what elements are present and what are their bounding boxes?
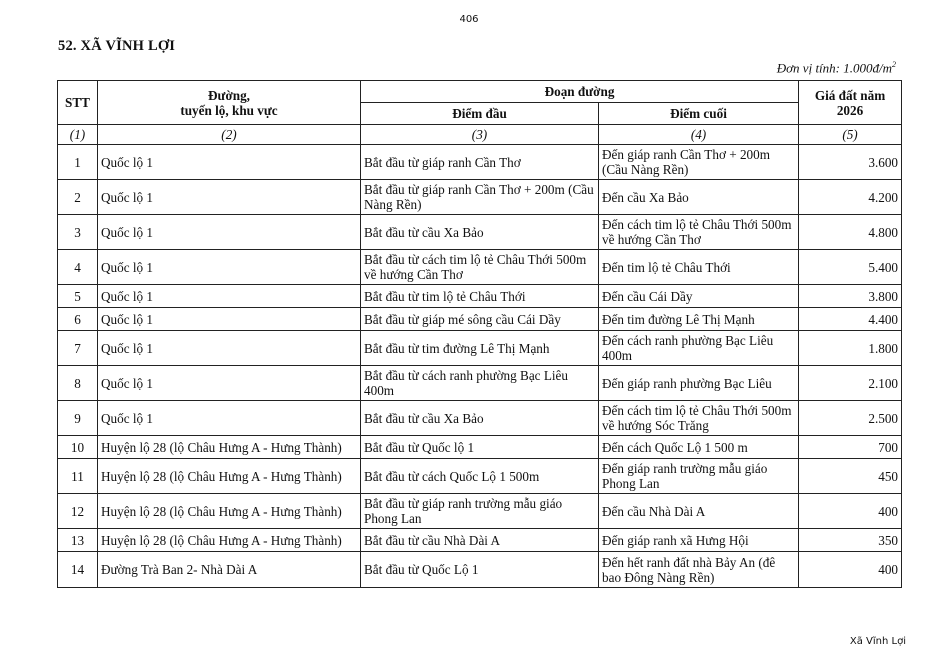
unit-superscript: 2 [892, 60, 896, 69]
row-start-point: Bắt đầu từ giáp ranh trường mẫu giáo Phong Lan [361, 494, 599, 529]
header-price-line2: 2026 [836, 102, 864, 118]
column-index-row [58, 125, 902, 145]
table-row [58, 494, 902, 529]
row-start-point: Bắt đầu từ Quốc lộ 1 [361, 436, 599, 459]
row-end-point: Đến giáp ranh trường mẫu giáo Phong Lan [599, 459, 799, 494]
table-row [58, 250, 902, 285]
row-stt: 5 [58, 285, 98, 308]
table-row [58, 308, 902, 331]
table-row [58, 145, 902, 180]
row-stt: 6 [58, 308, 98, 331]
row-road: Quốc lộ 1 [98, 215, 361, 250]
row-road: Huyện lộ 28 (lộ Châu Hưng A - Hưng Thành) [98, 494, 361, 529]
row-end-point: Đến cầu Xa Bảo [599, 180, 799, 215]
header-segment: Đoạn đường [361, 81, 799, 103]
row-start-point: Bắt đầu từ giáp ranh Cần Thơ + 200m (Cầu Nàng Rền) [361, 180, 599, 215]
row-price: 350 [799, 529, 902, 552]
row-road: Đường Trà Ban 2- Nhà Dài A [98, 552, 361, 588]
land-price-table [57, 80, 902, 588]
row-end-point: Đến cách ranh phường Bạc Liêu 400m [599, 331, 799, 366]
section-title: 52. XÃ VĨNH LỢI [58, 38, 176, 54]
row-price: 4.800 [799, 215, 902, 250]
row-start-point: Bắt đầu từ cách tim lộ tẻ Châu Thới 500m về hướng Cần Thơ [361, 250, 599, 285]
row-road: Quốc lộ 1 [98, 366, 361, 401]
row-road: Quốc lộ 1 [98, 250, 361, 285]
row-stt: 11 [58, 459, 98, 494]
row-road: Huyện lộ 28 (lộ Châu Hưng A - Hưng Thành) [98, 436, 361, 459]
row-start-point: Bắt đầu từ tim đường Lê Thị Mạnh [361, 331, 599, 366]
row-end-point: Đến cách tim lộ tẻ Châu Thới 500m về hướng Cần Thơ [599, 215, 799, 250]
row-price: 450 [799, 459, 902, 494]
row-start-point: Bắt đầu từ Quốc Lộ 1 [361, 552, 599, 588]
table-row [58, 215, 902, 250]
row-price: 3.800 [799, 285, 902, 308]
row-road: Quốc lộ 1 [98, 180, 361, 215]
row-end-point: Đến giáp ranh Cần Thơ + 200m (Cầu Nàng Rền) [599, 145, 799, 180]
row-start-point: Bắt đầu từ cầu Xa Bảo [361, 401, 599, 436]
row-road: Huyện lộ 28 (lộ Châu Hưng A - Hưng Thành) [98, 459, 361, 494]
row-road: Quốc lộ 1 [98, 285, 361, 308]
row-stt: 4 [58, 250, 98, 285]
row-end-point: Đến cầu Nhà Dài A [599, 494, 799, 529]
row-stt: 8 [58, 366, 98, 401]
row-stt: 10 [58, 436, 98, 459]
table-row [58, 285, 902, 308]
row-end-point: Đến giáp ranh xã Hưng Hội [599, 529, 799, 552]
header-stt: STT [58, 81, 98, 125]
row-price: 1.800 [799, 331, 902, 366]
table-row [58, 366, 902, 401]
row-end-point: Đến hết ranh đất nhà Bảy An (đê bao Đông Nàng Rền) [599, 552, 799, 588]
page-number: 406 [459, 14, 479, 25]
row-road: Quốc lộ 1 [98, 401, 361, 436]
header-price-line1: Giá đất năm [814, 87, 886, 103]
row-end-point: Đến cách tim lộ tẻ Châu Thới 500m về hướng Sóc Trăng [599, 401, 799, 436]
column-index-cell: (5) [799, 125, 902, 145]
row-stt: 9 [58, 401, 98, 436]
row-stt: 2 [58, 180, 98, 215]
row-start-point: Bắt đầu từ cách Quốc Lộ 1 500m [361, 459, 599, 494]
footer-label: Xã Vĩnh Lợi [849, 636, 906, 647]
table-row [58, 436, 902, 459]
row-stt: 1 [58, 145, 98, 180]
row-stt: 3 [58, 215, 98, 250]
row-price: 700 [799, 436, 902, 459]
header-price [799, 81, 902, 125]
row-road: Quốc lộ 1 [98, 308, 361, 331]
unit-text: Đơn vị tính: 1.000đ/m [776, 60, 892, 76]
row-end-point: Đến tim lộ tẻ Châu Thới [599, 250, 799, 285]
header-start: Điểm đầu [361, 103, 599, 125]
row-start-point: Bắt đầu từ cách ranh phường Bạc Liêu 400m [361, 366, 599, 401]
row-road: Huyện lộ 28 (lộ Châu Hưng A - Hưng Thành) [98, 529, 361, 552]
row-price: 2.500 [799, 401, 902, 436]
row-price: 2.100 [799, 366, 902, 401]
header-road-line1: Đường, [208, 87, 250, 103]
column-index-cell: (3) [361, 125, 599, 145]
row-price: 4.200 [799, 180, 902, 215]
row-end-point: Đến tim đường Lê Thị Mạnh [599, 308, 799, 331]
row-end-point: Đến cách Quốc Lộ 1 500 m [599, 436, 799, 459]
row-price: 5.400 [799, 250, 902, 285]
header-road-line2: tuyến lộ, khu vực [180, 102, 278, 118]
table-row [58, 401, 902, 436]
table-row [58, 180, 902, 215]
row-end-point: Đến cầu Cái Dầy [599, 285, 799, 308]
table-row [58, 552, 902, 588]
row-stt: 13 [58, 529, 98, 552]
row-price: 3.600 [799, 145, 902, 180]
row-start-point: Bắt đầu từ cầu Nhà Dài A [361, 529, 599, 552]
row-start-point: Bắt đầu từ giáp mé sông cầu Cái Dầy [361, 308, 599, 331]
column-index-cell: (2) [98, 125, 361, 145]
row-stt: 12 [58, 494, 98, 529]
table-row [58, 529, 902, 552]
header-end: Điểm cuối [599, 103, 799, 125]
row-stt: 14 [58, 552, 98, 588]
row-road: Quốc lộ 1 [98, 145, 361, 180]
row-end-point: Đến giáp ranh phường Bạc Liêu [599, 366, 799, 401]
row-start-point: Bắt đầu từ cầu Xa Bảo [361, 215, 599, 250]
table-row [58, 331, 902, 366]
row-stt: 7 [58, 331, 98, 366]
row-price: 400 [799, 494, 902, 529]
header-road [98, 81, 361, 125]
table-row [58, 459, 902, 494]
column-index-cell: (1) [58, 125, 98, 145]
column-index-cell: (4) [599, 125, 799, 145]
row-price: 4.400 [799, 308, 902, 331]
row-road: Quốc lộ 1 [98, 331, 361, 366]
row-start-point: Bắt đầu từ giáp ranh Cần Thơ [361, 145, 599, 180]
unit-note [777, 60, 896, 76]
row-price: 400 [799, 552, 902, 588]
row-start-point: Bắt đầu từ tim lộ tẻ Châu Thới [361, 285, 599, 308]
